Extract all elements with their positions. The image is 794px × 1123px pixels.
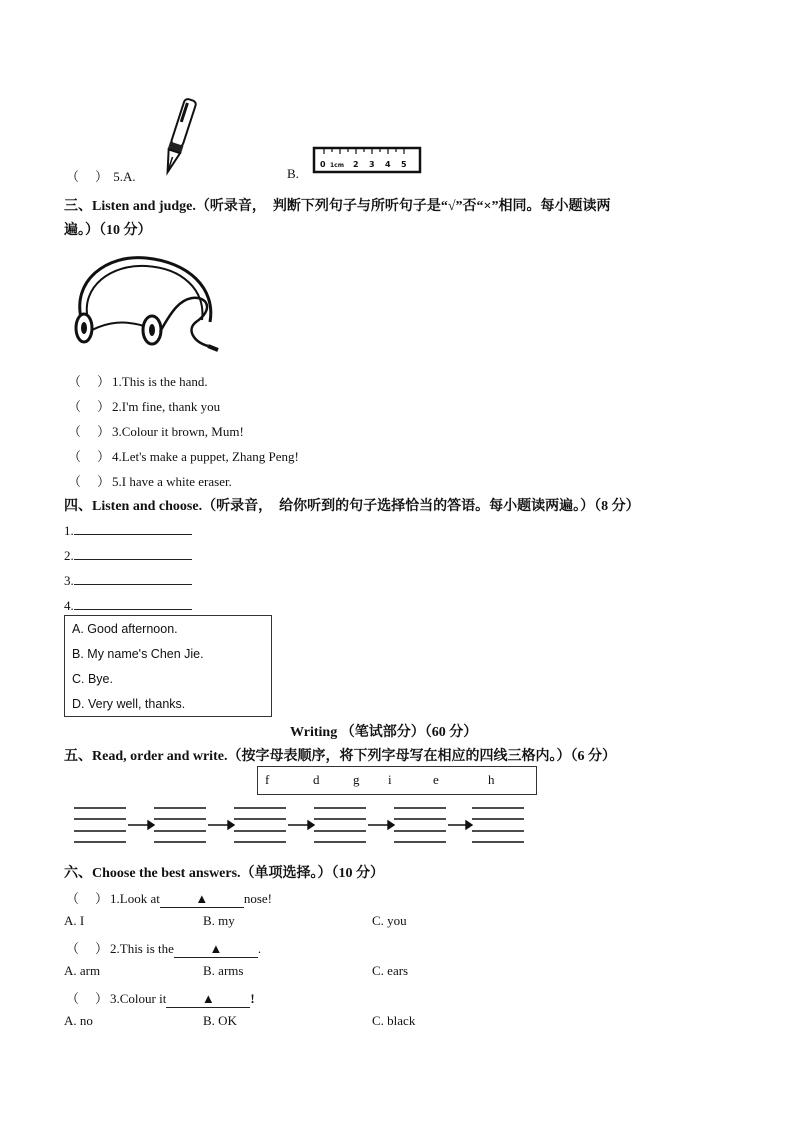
section-3-heading-cont: 遍。）（10 分） [64,223,152,238]
four-line-grid [234,808,286,842]
letter: d [313,772,320,787]
section-5-heading: 五、Read, order and write.（按字母表顺序，将下列字母写在相应的四线三格内。）（6 分） [64,749,616,764]
option-item: D. Very well, thanks. [72,697,186,711]
choice: B. arms [203,963,244,978]
choice: B. my [203,913,235,928]
item-5-label: 5.A. [113,169,136,184]
letters-box [257,766,537,795]
pen-icon [158,96,200,178]
ruler-mark: 4 [385,160,391,169]
letter: f [265,772,270,787]
choice: A. no [64,1013,93,1028]
ruler-mark: 0 [320,160,326,169]
four-line-grid [314,808,366,842]
answer-blank[interactable]: 1. [64,522,192,539]
item-5-b-label: B. [287,166,299,181]
letter: h [488,772,495,787]
ruler-mark: 1cm [330,162,344,169]
answer-blank[interactable]: 2. [64,547,192,564]
four-line-grid [154,808,206,842]
four-line-grid [394,808,446,842]
ruler-icon [312,144,424,176]
answer-blank[interactable]: 4. [64,597,192,614]
four-line-grid-row[interactable] [72,806,528,846]
choice: A. arm [64,963,101,978]
choice: C. ears [372,963,409,978]
section-3-heading: 三、Listen and judge.（听录音， 判断下列句子与所听句子是“√”否“×”相同。每小题读两 [64,199,611,214]
option-item: A. Good afternoon. [72,622,178,636]
answer-blank[interactable]: 3. [64,572,192,589]
headphones-icon [68,250,224,354]
answer-blank[interactable] [174,941,258,958]
triangle-icon: ▲ [209,941,223,956]
question-2: （ ） 2.This is the ▲ . [66,941,262,956]
choice: B. OK [203,1013,237,1028]
question-3: （ ） 3.Colour it ▲ ! [66,991,255,1006]
option-item: B. My name's Chen Jie. [72,647,204,661]
judge-item: （ ） 2.I'm fine, thank you [68,399,221,414]
ruler-mark: 3 [369,160,375,169]
four-line-grid [472,808,524,842]
answer-blank[interactable] [160,891,244,908]
judge-item: （ ） 3.Colour it brown, Mum! [68,424,244,439]
answer-blank[interactable] [166,991,250,1008]
section-4-heading: 四、Listen and choose.（听录音， 给你听到的句子选择恰当的答语。每小题读两遍。）（8 分） [64,499,640,514]
arrow-icons [128,821,472,829]
triangle-icon: ▲ [201,991,215,1006]
ruler-mark: 5 [401,160,407,169]
letter: e [433,772,439,787]
question-1: （ ） 1.Look at ▲ nose! [66,891,272,906]
choice: C. black [372,1013,416,1028]
options-box [64,615,272,717]
item-5-row: （ ） 5.A. [66,169,136,184]
letter: i [388,772,392,787]
choice: C. you [372,913,407,928]
writing-title: Writing （笔试部分）（60 分） [290,725,478,740]
judge-item: （ ） 1.This is the hand. [68,374,208,389]
choice: A. I [64,913,85,928]
letter: g [353,772,360,787]
judge-item: （ ） 5.I have a white eraser. [68,474,232,489]
ruler-mark: 2 [353,160,359,169]
option-item: C. Bye. [72,672,113,686]
four-line-grid [74,808,126,842]
judge-item: （ ） 4.Let's make a puppet, Zhang Peng! [68,449,299,464]
section-6-heading: 六、Choose the best answers.（单项选择。）（10 分） [64,866,385,881]
triangle-icon: ▲ [195,891,209,906]
